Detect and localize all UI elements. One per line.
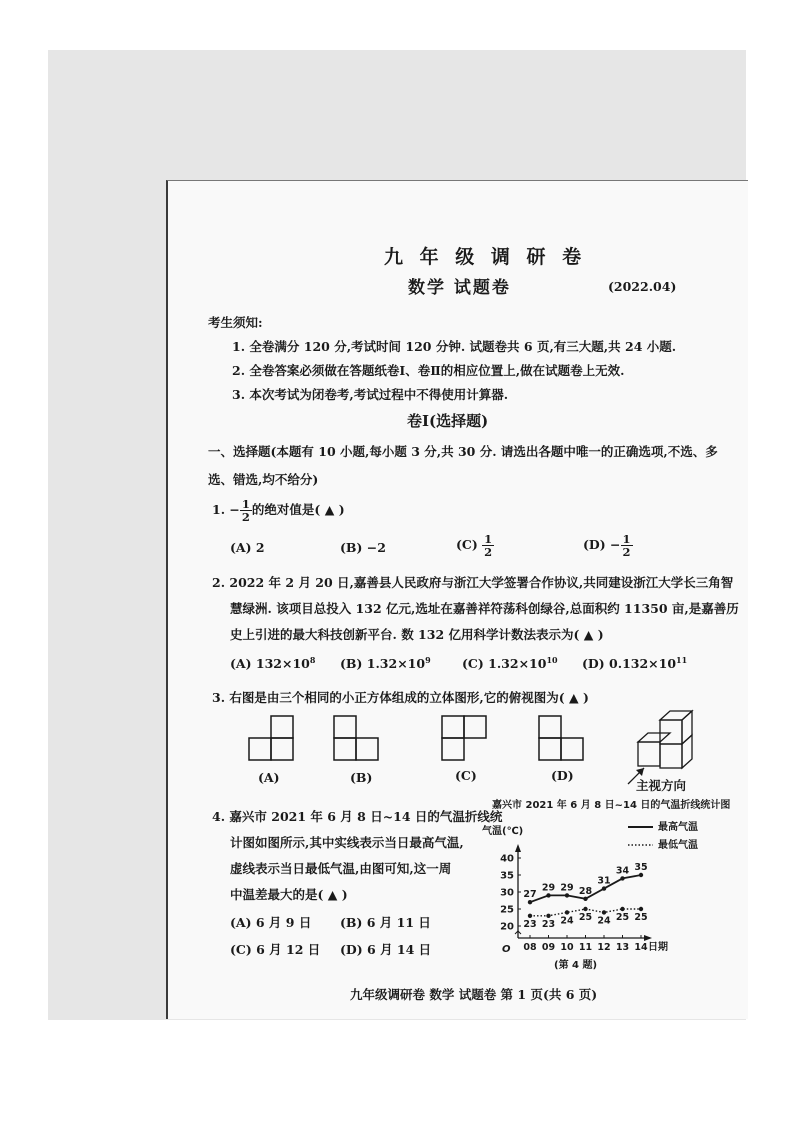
q3-label-d: (D) bbox=[551, 768, 574, 783]
notice-item-2: 2. 全卷答案必须做在答题纸卷Ⅰ、卷Ⅱ的相应位置上,做在试题卷上无效. bbox=[232, 363, 625, 378]
q2-answer-mark: ▲ bbox=[583, 627, 594, 642]
y-tick-label: 20 bbox=[500, 921, 514, 933]
data-label-min: 24 bbox=[560, 915, 574, 927]
page-footer: 九年级调研卷 数学 试题卷 第 1 页(共 6 页) bbox=[350, 987, 598, 1002]
exam-date: (2022.04) bbox=[608, 279, 677, 294]
q3-option-c-figure bbox=[442, 716, 486, 760]
q2-option-c-exp: 10 bbox=[546, 655, 558, 665]
q2-option-b-exp: 9 bbox=[425, 655, 431, 665]
q4-line1: 4. 嘉兴市 2021 年 6 月 8 日~14 日的气温折线统 bbox=[212, 809, 503, 824]
data-label-min: 25 bbox=[634, 912, 648, 923]
q1-option-d-label: (D) − bbox=[583, 537, 621, 552]
x-tick-label: 08 bbox=[523, 942, 537, 953]
section-title: 卷Ⅰ(选择题) bbox=[407, 412, 489, 430]
x-tick-label: 13 bbox=[615, 942, 630, 953]
point-max bbox=[602, 886, 606, 890]
point-max bbox=[639, 873, 643, 877]
q2-option-a-exp: 8 bbox=[309, 655, 316, 665]
notice-heading: 考生须知: bbox=[208, 315, 263, 330]
q3-label-b: (B) bbox=[350, 770, 373, 785]
x-tick-label: 14 bbox=[634, 942, 648, 953]
q1-option-c bbox=[456, 533, 494, 558]
q3-option-b-figure bbox=[334, 716, 378, 760]
q4-answer-mark: ▲ bbox=[327, 887, 338, 902]
legend-label-max: 最高气温 bbox=[658, 822, 698, 833]
point-min bbox=[583, 907, 587, 911]
data-label-max: 29 bbox=[560, 882, 574, 894]
notice-item-1: 1. 全卷满分 120 分,考试时间 120 分钟. 试题卷共 6 页,有三大题,共 24 小题. bbox=[232, 339, 677, 354]
q2-option-c-text: (C) 1.32×10 bbox=[462, 656, 547, 672]
q1-stem-text: 的绝对值是( bbox=[251, 502, 321, 517]
exam-title: 九 年 级 调 研 卷 bbox=[384, 246, 587, 268]
q1-option-c-fraction bbox=[482, 533, 494, 558]
point-min bbox=[528, 914, 532, 918]
chart-title: 嘉兴市 2021 年 6 月 8 日~14 日的气温折线统计图 bbox=[492, 800, 730, 811]
point-min bbox=[565, 910, 569, 914]
y-axis-arrow bbox=[515, 844, 521, 852]
data-label-min: 23 bbox=[541, 918, 556, 930]
q2-option-b-text: (B) 1.32×10 bbox=[340, 656, 426, 672]
q3-stem-text: 3. 右图是由三个相同的小正方体组成的立体图形,它的俯视图为( bbox=[212, 690, 565, 705]
q4-line2: 计图如图所示,其中实线表示当日最高气温, bbox=[230, 835, 464, 850]
point-max bbox=[546, 893, 550, 897]
x-axis-arrow bbox=[644, 935, 652, 941]
data-label-max: 28 bbox=[578, 885, 593, 897]
q2-line3 bbox=[230, 625, 604, 643]
chart-xlabel: 日期 bbox=[648, 942, 668, 953]
q1-number: 1. bbox=[212, 502, 226, 517]
q3-option-d-figure bbox=[539, 716, 583, 760]
x-tick-label: 11 bbox=[578, 942, 593, 953]
q1-option-c-num: 1 bbox=[484, 532, 493, 546]
q1-close: ) bbox=[338, 502, 345, 517]
q1-option-d-num: 1 bbox=[622, 532, 631, 546]
data-label-min: 25 bbox=[615, 912, 630, 923]
q1-fraction bbox=[240, 498, 252, 523]
q3-stem bbox=[212, 688, 589, 706]
q3-view-label: 主视方向 bbox=[636, 778, 687, 793]
data-label-max: 31 bbox=[597, 875, 611, 887]
part1-instructions-line1: 一、选择题(本题有 10 小题,每小题 3 分,共 30 分. 请选出各题中唯一的正确选项,不选、多 bbox=[208, 444, 718, 459]
q3-label-c: (C) bbox=[455, 768, 477, 783]
point-max bbox=[528, 900, 532, 904]
data-label-min: 25 bbox=[578, 912, 593, 923]
q1-frac-num: 1 bbox=[241, 497, 250, 511]
q4-line3: 虚线表示当日最低气温,由图可知,这一周 bbox=[230, 861, 452, 876]
notice-item-3: 3. 本次考试为闭卷考,考试过程中不得使用计算器. bbox=[232, 387, 509, 402]
chart-caption: (第 4 题) bbox=[554, 960, 598, 971]
q2-line1: 2. 2022 年 2 月 20 日,嘉善县人民政府与浙江大学签署合作协议,共同建设浙江大学长三角智 bbox=[212, 575, 734, 590]
q1-option-d-den: 2 bbox=[622, 545, 631, 559]
q4-line4 bbox=[230, 885, 348, 903]
y-tick-label: 25 bbox=[500, 904, 514, 916]
point-min bbox=[546, 914, 550, 918]
q1-minus: − bbox=[229, 502, 240, 517]
q1-option-d-fraction bbox=[621, 533, 633, 558]
q2-option-c bbox=[462, 655, 558, 671]
q2-option-a-text: (A) 132×10 bbox=[230, 656, 310, 672]
q1-frac-den: 2 bbox=[241, 510, 250, 524]
q4-option-c: (C) 6 月 12 日 bbox=[230, 942, 321, 957]
q4-close: ) bbox=[341, 887, 348, 902]
y-tick-label: 40 bbox=[500, 853, 514, 865]
q4-option-a: (A) 6 月 9 日 bbox=[230, 915, 312, 930]
q1-answer-mark: ▲ bbox=[324, 502, 335, 517]
q1-stem bbox=[212, 498, 345, 523]
q2-option-d-text: (D) 0.132×10 bbox=[582, 656, 677, 672]
point-min bbox=[620, 907, 624, 911]
q2-option-d-exp: 11 bbox=[676, 655, 688, 665]
data-label-max: 34 bbox=[615, 865, 630, 877]
y-tick-label: 35 bbox=[500, 870, 514, 882]
x-tick-label: 12 bbox=[597, 942, 611, 953]
q2-option-b bbox=[340, 655, 431, 671]
q3-solid-figure bbox=[628, 711, 692, 784]
data-label-max: 29 bbox=[541, 882, 556, 894]
y-tick-label: 30 bbox=[500, 887, 514, 899]
x-tick-label: 10 bbox=[560, 942, 574, 953]
q3-label-a: (A) bbox=[258, 770, 280, 785]
chart-origin: O bbox=[502, 944, 511, 955]
q2-line2: 慧绿洲. 该项目总投入 132 亿元,选址在嘉善祥符荡科创绿谷,总面积约 11350 亩,是嘉善历 bbox=[230, 601, 739, 616]
q1-option-d bbox=[583, 533, 633, 558]
data-label-max: 35 bbox=[634, 862, 648, 873]
temperature-line-chart bbox=[478, 796, 730, 980]
q2-option-d bbox=[582, 655, 687, 671]
data-label-min: 23 bbox=[523, 918, 537, 930]
q4-option-d: (D) 6 月 14 日 bbox=[340, 942, 432, 957]
point-max bbox=[620, 876, 624, 880]
q1-option-c-label: (C) bbox=[456, 537, 478, 552]
q3-option-a-figure bbox=[249, 716, 293, 760]
q4-option-b: (B) 6 月 11 日 bbox=[340, 915, 431, 930]
legend-label-min: 最低气温 bbox=[658, 840, 698, 851]
point-min bbox=[639, 907, 643, 911]
q1-option-a: (A) 2 bbox=[230, 540, 265, 555]
x-tick-label: 09 bbox=[541, 942, 556, 953]
point-max bbox=[565, 893, 569, 897]
q2-line3-text: 史上引进的最大科技创新平台. 数 132 亿用科学计数法表示为( bbox=[230, 627, 580, 642]
exam-subtitle: 数学 试题卷 bbox=[408, 278, 511, 298]
q3-answer-mark: ▲ bbox=[569, 690, 579, 705]
data-label-max: 27 bbox=[523, 889, 537, 901]
q2-close: ) bbox=[597, 627, 604, 642]
chart-ylabel: 气温(℃) bbox=[482, 826, 524, 837]
point-max bbox=[583, 897, 587, 901]
q1-option-c-den: 2 bbox=[484, 545, 493, 559]
q4-line4-text: 中温差最大的是( bbox=[230, 887, 324, 902]
point-min bbox=[602, 910, 606, 914]
q3-close: ) bbox=[583, 690, 589, 705]
data-label-min: 24 bbox=[597, 915, 611, 927]
q2-option-a bbox=[230, 655, 315, 671]
part1-instructions-line2: 选、错选,均不给分) bbox=[208, 472, 319, 487]
q1-option-b: (B) −2 bbox=[340, 540, 386, 555]
